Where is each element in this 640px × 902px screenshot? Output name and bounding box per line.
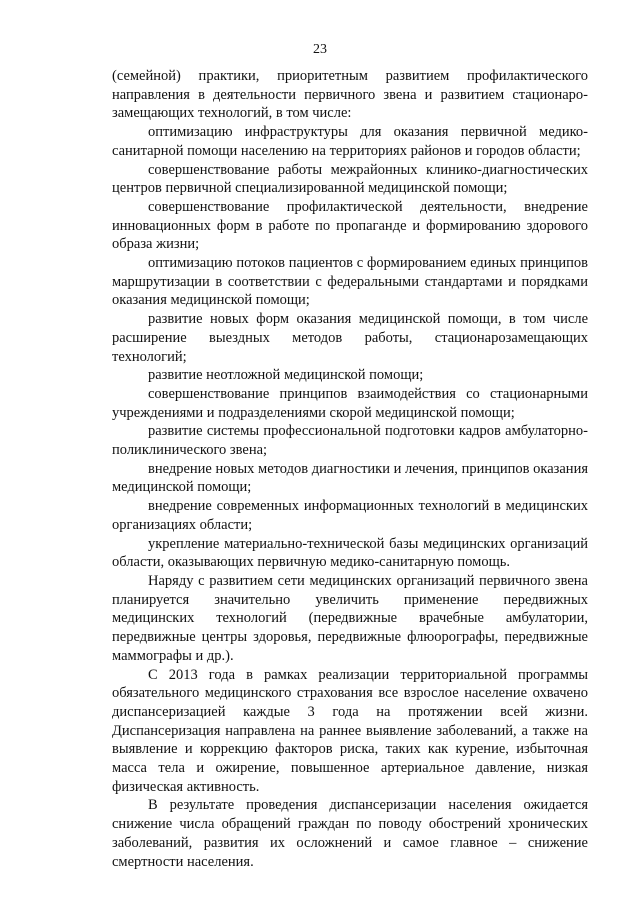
paragraph-dispensarization: С 2013 года в рамках реализации территориальной программы обязательного медицинского страхования все взрослое население охвачено диспансеризацией каждые 3 года на протяжении всей жизни. Диспансеризация направлена на раннее выявление заболеваний, а также на выявление и коррекцию факторов риска, таких как курение, избыточная масса тела и ожирение, повышенное артериальное давление, низкая физическая активность. — [112, 666, 588, 795]
paragraph-expected-results: В результате проведения диспансеризации населения ожидается снижение числа обращений граждан по поводу обострений хронических заболеваний, развития их осложнений и самое главное – снижение смертности населения. — [112, 797, 588, 870]
paragraph-mobile-technologies: Наряду с развитием сети медицинских организаций первичного звена планируется значительно увеличить применение передвижных медицинских технологий (передвижные врачебные амбулатории, передвижные центры здоровья, передвижные флюорографы, передвижные маммографы и др.). — [112, 572, 588, 664]
list-item-emergency-care: развитие неотложной медицинской помощи; — [148, 367, 424, 384]
list-item-training: развитие системы профессиональной подготовки кадров амбулаторно-поликлинического звена; — [112, 423, 588, 459]
list-item-diagnostics-methods: внедрение новых методов диагностики и лечения, принципов оказания медицинской помощи; — [112, 460, 588, 496]
list-item-diagnostic-centers: совершенствование работы межрайонных клинико-диагностических центров первичной специализированной медицинской помощи; — [112, 161, 588, 197]
list-item-new-forms: развитие новых форм оказания медицинской помощи, в том числе расширение выездных методов работы, стационарозамещающих технологий; — [112, 311, 588, 365]
list-item-interaction: совершенствование принципов взаимодействия со стационарными учреждениями и подразделениями скорой медицинской помощи; — [112, 385, 588, 421]
list-item-infrastructure: оптимизацию инфраструктуры для оказания первичной медико-санитарной помощи населению на территориях районов и городов области; — [112, 124, 588, 159]
body-text — [112, 67, 588, 871]
list-item-material-base: укрепление материально-технической базы медицинских организаций области, оказывающих первичную медико-санитарную помощь. — [112, 535, 588, 571]
paragraph-continuation: (семейной) практики, приоритетным развитием профилактического направления в деятельности первичного звена и развитием стационаро-замещающих технологий, в том числе: — [112, 68, 588, 122]
list-item-it: внедрение современных информационных технологий в медицинских организациях области; — [112, 498, 588, 533]
list-item-prevention: совершенствование профилактической деятельности, внедрение инновационных форм в работе по пропаганде и формированию здорового образа жизни; — [112, 198, 588, 253]
page-number: 23 — [313, 42, 327, 57]
list-item-patient-routing: оптимизацию потоков пациентов с формированием единых принципов маршрутизации в соответствии с федеральными стандартами и порядками оказания медицинской помощи; — [112, 255, 588, 309]
